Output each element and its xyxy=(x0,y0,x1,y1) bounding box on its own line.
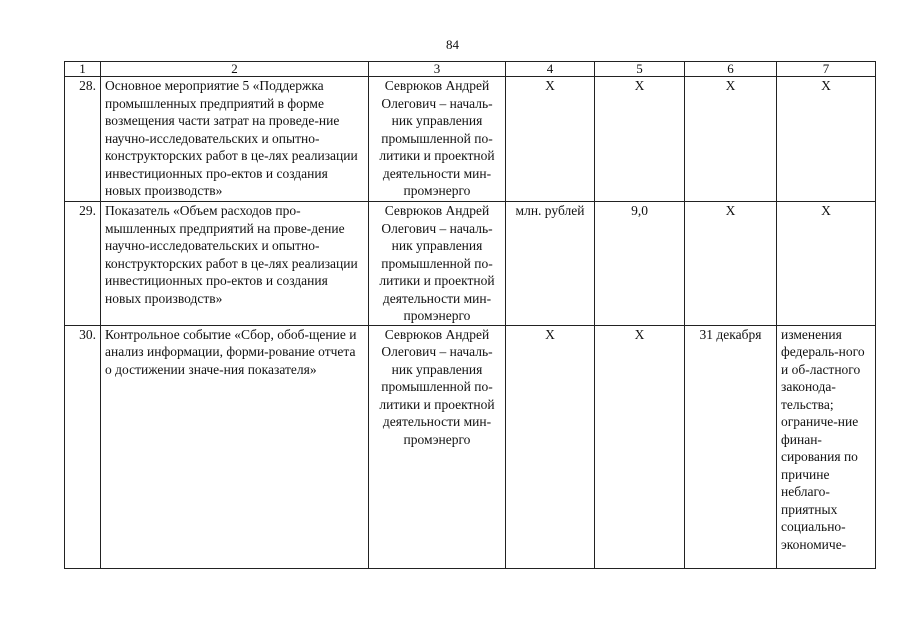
table-row xyxy=(65,77,876,202)
column-header: 3 xyxy=(369,62,506,77)
value-cell: X xyxy=(595,325,685,568)
risks-cell: изменения федераль-ного и об-ластного законода-тельства; ограниче-ние финан-сирования по причине неблаго-приятных социально-экономиче- xyxy=(777,325,876,568)
risks-cell: X xyxy=(777,202,876,326)
value-cell: 9,0 xyxy=(595,202,685,326)
row-number-cell: 29. xyxy=(65,202,101,326)
unit-cell: млн. рублей xyxy=(506,202,595,326)
activity-name-cell: Показатель «Объем расходов про-мышленных предприятий на прове-дение научно-исследовательских и опытно-конструкторских работ в це-лях реализации инвестиционных про-ектов и создания новых производств» xyxy=(101,202,369,326)
responsible-cell: Севрюков Андрей Олегович – началь-ник управления промышленной по-литики и проектной деятельности мин-промэнерго xyxy=(369,77,506,202)
value-cell: X xyxy=(595,77,685,202)
activity-name-cell: Контрольное событие «Сбор, обоб-щение и анализ информации, форми-рование отчета о достижении значе-ния показателя» xyxy=(101,325,369,568)
responsible-cell: Севрюков Андрей Олегович – началь-ник управления промышленной по-литики и проектной деятельности мин-промэнерго xyxy=(369,325,506,568)
column-header: 5 xyxy=(595,62,685,77)
row-number-cell: 28. xyxy=(65,77,101,202)
column-header: 1 xyxy=(65,62,101,77)
responsible-cell: Севрюков Андрей Олегович – началь-ник управления промышленной по-литики и проектной деятельности мин-промэнерго xyxy=(369,202,506,326)
document-table xyxy=(64,61,876,569)
deadline-cell: 31 декабря xyxy=(685,325,777,568)
table-header-row xyxy=(65,62,876,77)
page-number: 84 xyxy=(446,37,459,52)
deadline-cell: X xyxy=(685,202,777,326)
column-header: 7 xyxy=(777,62,876,77)
row-number-cell: 30. xyxy=(65,325,101,568)
activity-name-cell: Основное мероприятие 5 «Поддержка промышленных предприятий в форме возмещения части затрат на проведе-ние научно-исследовательских и опытно-конструкторских работ в це-лях реализации инвестиционных про-ектов и создания новых производств» xyxy=(101,77,369,202)
deadline-cell: X xyxy=(685,77,777,202)
column-header: 4 xyxy=(506,62,595,77)
table-row xyxy=(65,202,876,326)
column-header: 6 xyxy=(685,62,777,77)
risks-cell: X xyxy=(777,77,876,202)
table-row xyxy=(65,325,876,568)
unit-cell: X xyxy=(506,325,595,568)
unit-cell: X xyxy=(506,77,595,202)
column-header: 2 xyxy=(101,62,369,77)
